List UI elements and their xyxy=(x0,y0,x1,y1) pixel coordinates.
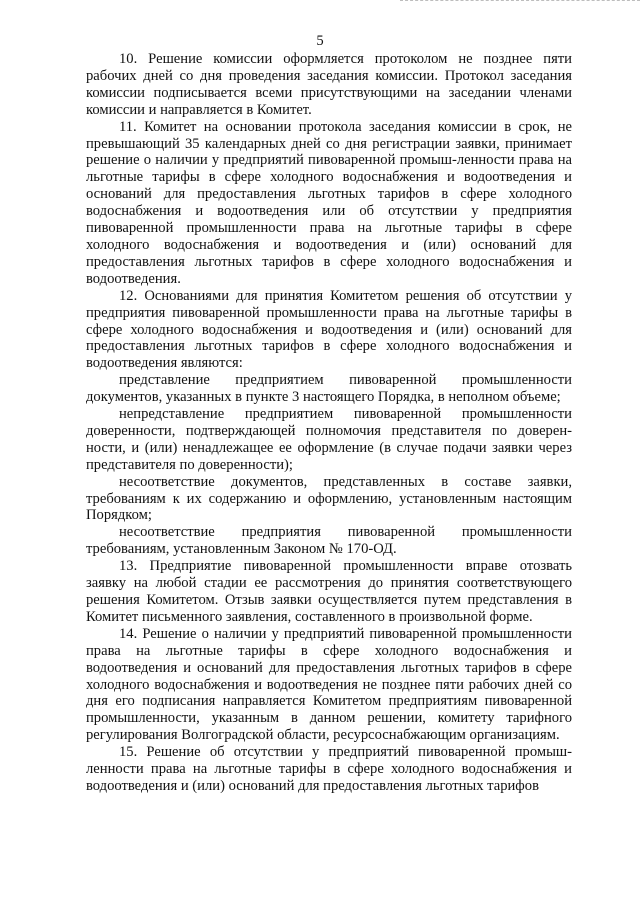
paragraph-12-item-1: представление предприятием пивоваренной промышленности документов, указанных в пункте 3 настоящего Порядка, в неполном объеме; xyxy=(86,372,572,406)
paragraph-10: 10. Решение комиссии оформляется протоколом не позднее пяти рабочих дней со дня проведения заседания комиссии. Протокол заседания комиссии подписывается всеми присутствующими на заседании членами комиссии и направляется в Комитет. xyxy=(86,51,572,118)
scan-edge-line xyxy=(400,0,640,3)
document-body xyxy=(86,51,572,795)
paragraph-12-item-3: несоответствие документов, представленных в составе заявки, требованиям к их содержанию и оформлению, установленным настоящим Порядком; xyxy=(86,473,572,524)
paragraph-12-item-4: несоответствие предприятия пивоваренной промышленности требованиям, установленным Законом № 170-ОД. xyxy=(86,524,572,558)
paragraph-12: 12. Основаниями для принятия Комитетом решения об отсутствии у предприятия пивоваренной промышленности права на льготные тарифы в сфере холодного водоснабжения и водоотведения и (или) оснований для предоставления льготных тарифов в сфере холодного водоснабжения и водоотведения являются: xyxy=(86,287,572,372)
page-number: 5 xyxy=(316,33,324,49)
paragraph-12-item-2: непредставление предприятием пивоваренной промышленности доверенности, подтверждающей полномочия представителя по доверен-ности, и (или) ненадлежащее ее оформление (в случае подачи заявки через представителя по доверенности); xyxy=(86,406,572,473)
paragraph-14: 14. Решение о наличии у предприятий пивоваренной промышленности права на льготные тарифы в сфере холодного водоснабжения и водоотведения и оснований для предоставления льготных тарифов в сфере холодного водоснабжения и водоотведения не позднее пяти рабочих дней со дня его подписания направляется Комитетом предприятиям пивоваренной промышленности, указанным в данном решении, комитету тарифного регулирования Волгоградской области, ресурсоснабжающим организациям. xyxy=(86,625,572,744)
paragraph-15: 15. Решение об отсутствии у предприятий пивоваренной промыш-ленности права на льготные тарифы в сфере холодного водоснабжения и водоотведения и (или) оснований для предоставления льготных тарифов xyxy=(86,744,572,794)
paragraph-11: 11. Комитет на основании протокола заседания комиссии в срок, не превышающий 35 календарных дней со дня регистрации заявки, принимает решение о наличии у предприятий пивоваренной промыш-ленности права на льготные тарифы в сфере холодного водоснабжения и водоотведения и оснований для предоставления льготных тарифов в сфере холодного водоснабжения и водоотведения или об отсутствии у предприятия пивоваренной промышленности права на льготные тарифы в сфере холодного водоснабжения и водоотведения и (или) оснований для предоставления льготных тарифов в сфере холодного водоснабжения и водоотведения. xyxy=(86,118,572,287)
paragraph-13: 13. Предприятие пивоваренной промышленности вправе отозвать заявку на любой стадии ее рассмотрения до принятия соответствующего решения Комитетом. Отзыв заявки осуществляется путем представления в Комитет письменного заявления, составленного в произвольной форме. xyxy=(86,558,572,625)
